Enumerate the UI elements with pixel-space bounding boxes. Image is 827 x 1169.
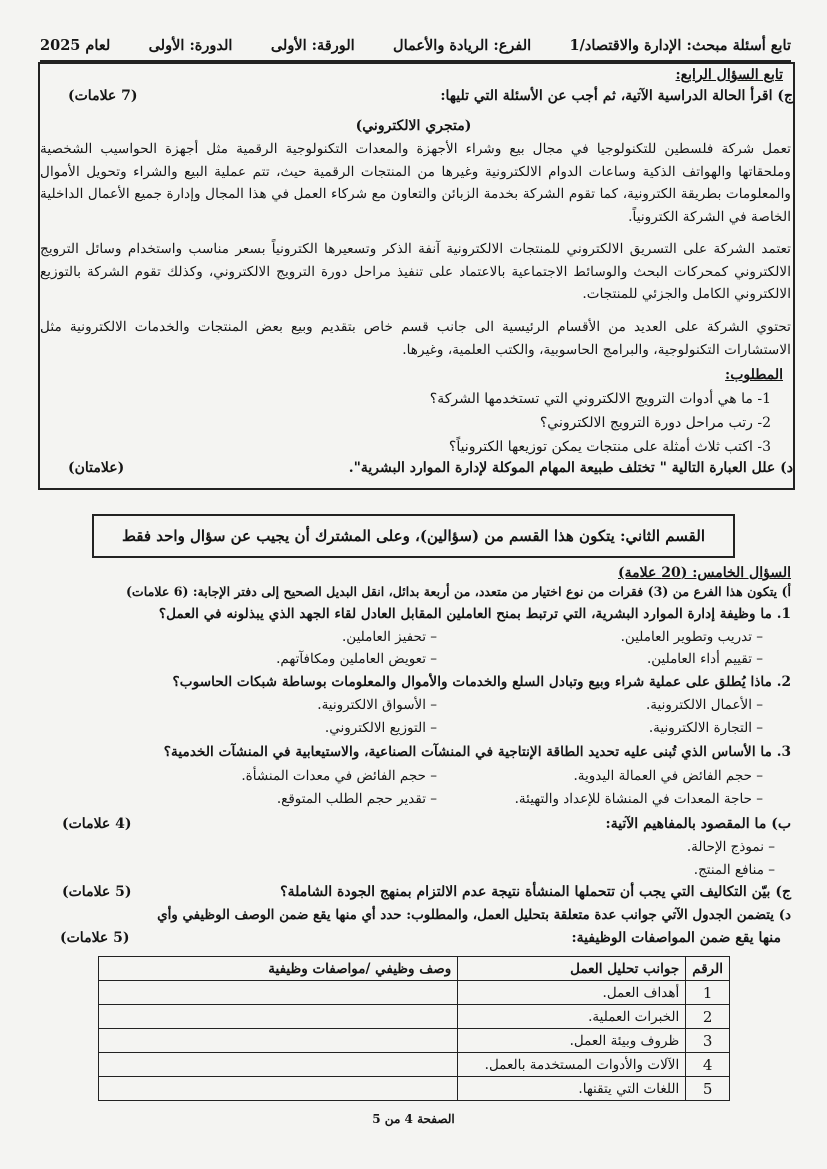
row-answer-cell[interactable] <box>99 1053 458 1077</box>
q4-heading: تابع السؤال الرابع: <box>675 67 783 83</box>
row-number: 2 <box>686 1005 730 1029</box>
row-number: 3 <box>686 1029 730 1053</box>
q4-c-row <box>40 88 793 104</box>
q4-d-prompt: د) علل العبارة التالية " تختلف طبيعة المهام الموكلة لإدارة الموارد البشرية". <box>348 460 793 476</box>
row-aspect: أهداف العمل. <box>458 981 686 1005</box>
row-aspect: ظروف وبيئة العمل. <box>458 1029 686 1053</box>
q4-d-marks: (علامتان) <box>68 460 125 476</box>
q5-heading: السؤال الخامس: (20 علامة) <box>618 565 791 581</box>
page-header <box>40 30 791 62</box>
row-answer-cell[interactable] <box>99 1029 458 1053</box>
mcq-1-option-c: – تقييم أداء العاملين. <box>646 651 763 667</box>
table-header-row <box>99 957 730 981</box>
q5-c-marks: (5 علامات) <box>62 884 132 900</box>
q5-b-marks: (4 علامات) <box>62 816 132 832</box>
q5-c-row <box>40 884 791 900</box>
job-analysis-table <box>98 956 730 1101</box>
q5-d-marks: (5 علامات) <box>60 930 130 946</box>
q5-c-prompt: ج) بيّن التكاليف التي يجب أن تتحملها المنشأة نتيجة عدم الالتزام بمنهج الجودة الشاملة؟ <box>280 884 791 900</box>
mcq-2-option-d: – التوزيع الالكتروني. <box>324 720 437 736</box>
row-aspect: الآلات والأدوات المستخدمة بالعمل. <box>458 1053 686 1077</box>
table-row <box>99 1005 730 1029</box>
mcq-2-option-b: – الأسواق الالكترونية. <box>317 697 437 713</box>
concept-item-1: – نموذج الإحالة. <box>686 839 775 855</box>
q5-a-intro: أ) يتكون هذا الفرع من (3) فقرات من نوع اختيار من متعدد، من أربعة بدائل، انقل البديل الصحيح إلى دفتر الإجابة: (6 علامات) <box>125 584 791 599</box>
requirement-3: 3- اكتب ثلاث أمثلة على منتجات يمكن توزيعها الكترونياً؟ <box>448 439 771 455</box>
mcq-2-option-a: – الأعمال الالكترونية. <box>646 697 763 713</box>
mcq-2-question: 2. ماذا يُطلق على عملية شراء وبيع وتبادل السلع والخدمات والأموال والمعلومات بوساطة شبكات الحاسوب؟ <box>172 674 791 690</box>
q5-d-row <box>40 930 781 946</box>
header-title: تابع أسئلة مبحث: الإدارة والاقتصاد/1 <box>569 36 791 54</box>
header-session: الدورة: الأولى <box>148 36 233 54</box>
mcq-1-option-d: – تعويض العاملين ومكافآتهم. <box>276 651 437 667</box>
row-answer-cell[interactable] <box>99 981 458 1005</box>
mcq-3-option-b: – حجم الفائض في معدات المنشأة. <box>241 768 437 784</box>
table-row <box>99 981 730 1005</box>
q4-c-prompt: ج) اقرأ الحالة الدراسية الآتية، ثم أجب عن الأسئلة التي تليها: <box>440 88 793 104</box>
case-paragraph-1: تعمل شركة فلسطين للتكنولوجيا في مجال بيع وشراء الأجهزة والمعدات التكنولوجية الرقمية مثل أجهزة الحواسيب الشخصية وملحقاتها والهواتف الذكية وساعات الدوام الالكترونية وغيرها من المنتجات الرقمية حيث، تتم عملية البيع والشراء وتحويل الأموال والمعلومات بطريقة الكترونية، كما تقوم الشركة بخدمة الزبائن والتعاون مع شركاء العمل في هذا المجال وإدارة جميع الأعمال الداخلية الخاصة في الشركة الكترونياً. <box>40 141 791 225</box>
mcq-2-option-c: – التجارة الالكترونية. <box>648 720 763 736</box>
row-number: 4 <box>686 1053 730 1077</box>
row-answer-cell[interactable] <box>99 1077 458 1101</box>
q5-d-prompt-line2: منها يقع ضمن المواصفات الوظيفية: <box>571 930 781 946</box>
header-paper: الورقة: الأولى <box>270 36 355 54</box>
case-paragraph-3: تحتوي الشركة على العديد من الأقسام الرئيسية الى جانب قسم خاص بتقديم وبيع بعض المنتجات والخدمات الالكترونية مثل الاستشارات التكنولوجية، والبرامج الحاسوبية، والكتب العلمية، وغيرها. <box>40 319 791 358</box>
requirement-1: 1- ما هي أدوات الترويج الالكتروني التي تستخدمها الشركة؟ <box>429 391 771 407</box>
q5-b-row <box>40 816 791 832</box>
mcq-1-option-a: – تدريب وتطوير العاملين. <box>620 629 763 645</box>
header-answer: وصف وظيفي /مواصفات وظيفية <box>99 957 458 981</box>
case-paragraph-2: تعتمد الشركة على التسريق الالكتروني للمنتجات الالكترونية آنفة الذكر وتسعيرها الكترونياً بسعر مناسب واستخدام وسائل الترويج الالكتروني كمحركات البحث والوسائط الاجتماعية بالاعتماد على تنفيذ مراحل دورة الترويج الالكتروني، وكذلك تقوم الشركة بالتوزيع الالكتروني الكامل والجزئي للمنتجات. <box>40 241 791 303</box>
q5-b-prompt: ب) ما المقصود بالمفاهيم الآتية: <box>605 816 791 832</box>
section-two-box <box>92 514 735 558</box>
section-two-text: القسم الثاني: يتكون هذا القسم من (سؤالين)، وعلى المشترك أن يجيب عن سؤال واحد فقط <box>122 527 705 545</box>
page-number: الصفحة 4 من 5 <box>372 1112 455 1126</box>
concept-item-2: – منافع المنتج. <box>693 862 775 878</box>
row-number: 5 <box>686 1077 730 1101</box>
mcq-3-question: 3. ما الأساس الذي تُبنى عليه تحديد الطاقة الإنتاجية في المنشآت الصناعية، والاستيعابية في المنشآت الخدمية؟ <box>163 744 791 760</box>
mcq-1-question: 1. ما وظيفة إدارة الموارد البشرية، التي ترتبط بمنح العاملين المقابل العادل لقاء الجهد الذي يبذلونه في العمل؟ <box>158 606 791 622</box>
q4-d-row <box>40 460 793 476</box>
table-row <box>99 1029 730 1053</box>
row-answer-cell[interactable] <box>99 1005 458 1029</box>
header-aspect: جوانب تحليل العمل <box>458 957 686 981</box>
header-branch: الفرع: الريادة والأعمال <box>393 36 532 54</box>
q5-d-prompt-line1: د) يتضمن الجدول الآتي جوانب عدة متعلقة بتحليل العمل، والمطلوب: حدد أي منها يقع ضمن الوصف الوظيفي وأي <box>157 907 791 923</box>
q4-c-marks: (7 علامات) <box>68 88 138 104</box>
mcq-3-option-c: – حاجة المعدات في المنشاة للإعداد والتهيئة. <box>514 791 763 807</box>
table-row <box>99 1053 730 1077</box>
header-number: الرقم <box>686 957 730 981</box>
row-aspect: اللغات التي يتقنها. <box>458 1077 686 1101</box>
mcq-3-option-a: – حجم الفائض في العمالة اليدوية. <box>573 768 763 784</box>
required-label: المطلوب: <box>725 367 783 383</box>
table-row <box>99 1077 730 1101</box>
row-number: 1 <box>686 981 730 1005</box>
case-title: (متجري الالكتروني) <box>355 118 472 134</box>
requirement-2: 2- رتب مراحل دورة الترويج الالكتروني؟ <box>539 415 771 431</box>
row-aspect: الخبرات العملية. <box>458 1005 686 1029</box>
mcq-3-option-d: – تقدير حجم الطلب المتوقع. <box>276 791 437 807</box>
header-year: لعام 2025 <box>40 36 111 54</box>
mcq-1-option-b: – تحفيز العاملين. <box>342 629 437 645</box>
